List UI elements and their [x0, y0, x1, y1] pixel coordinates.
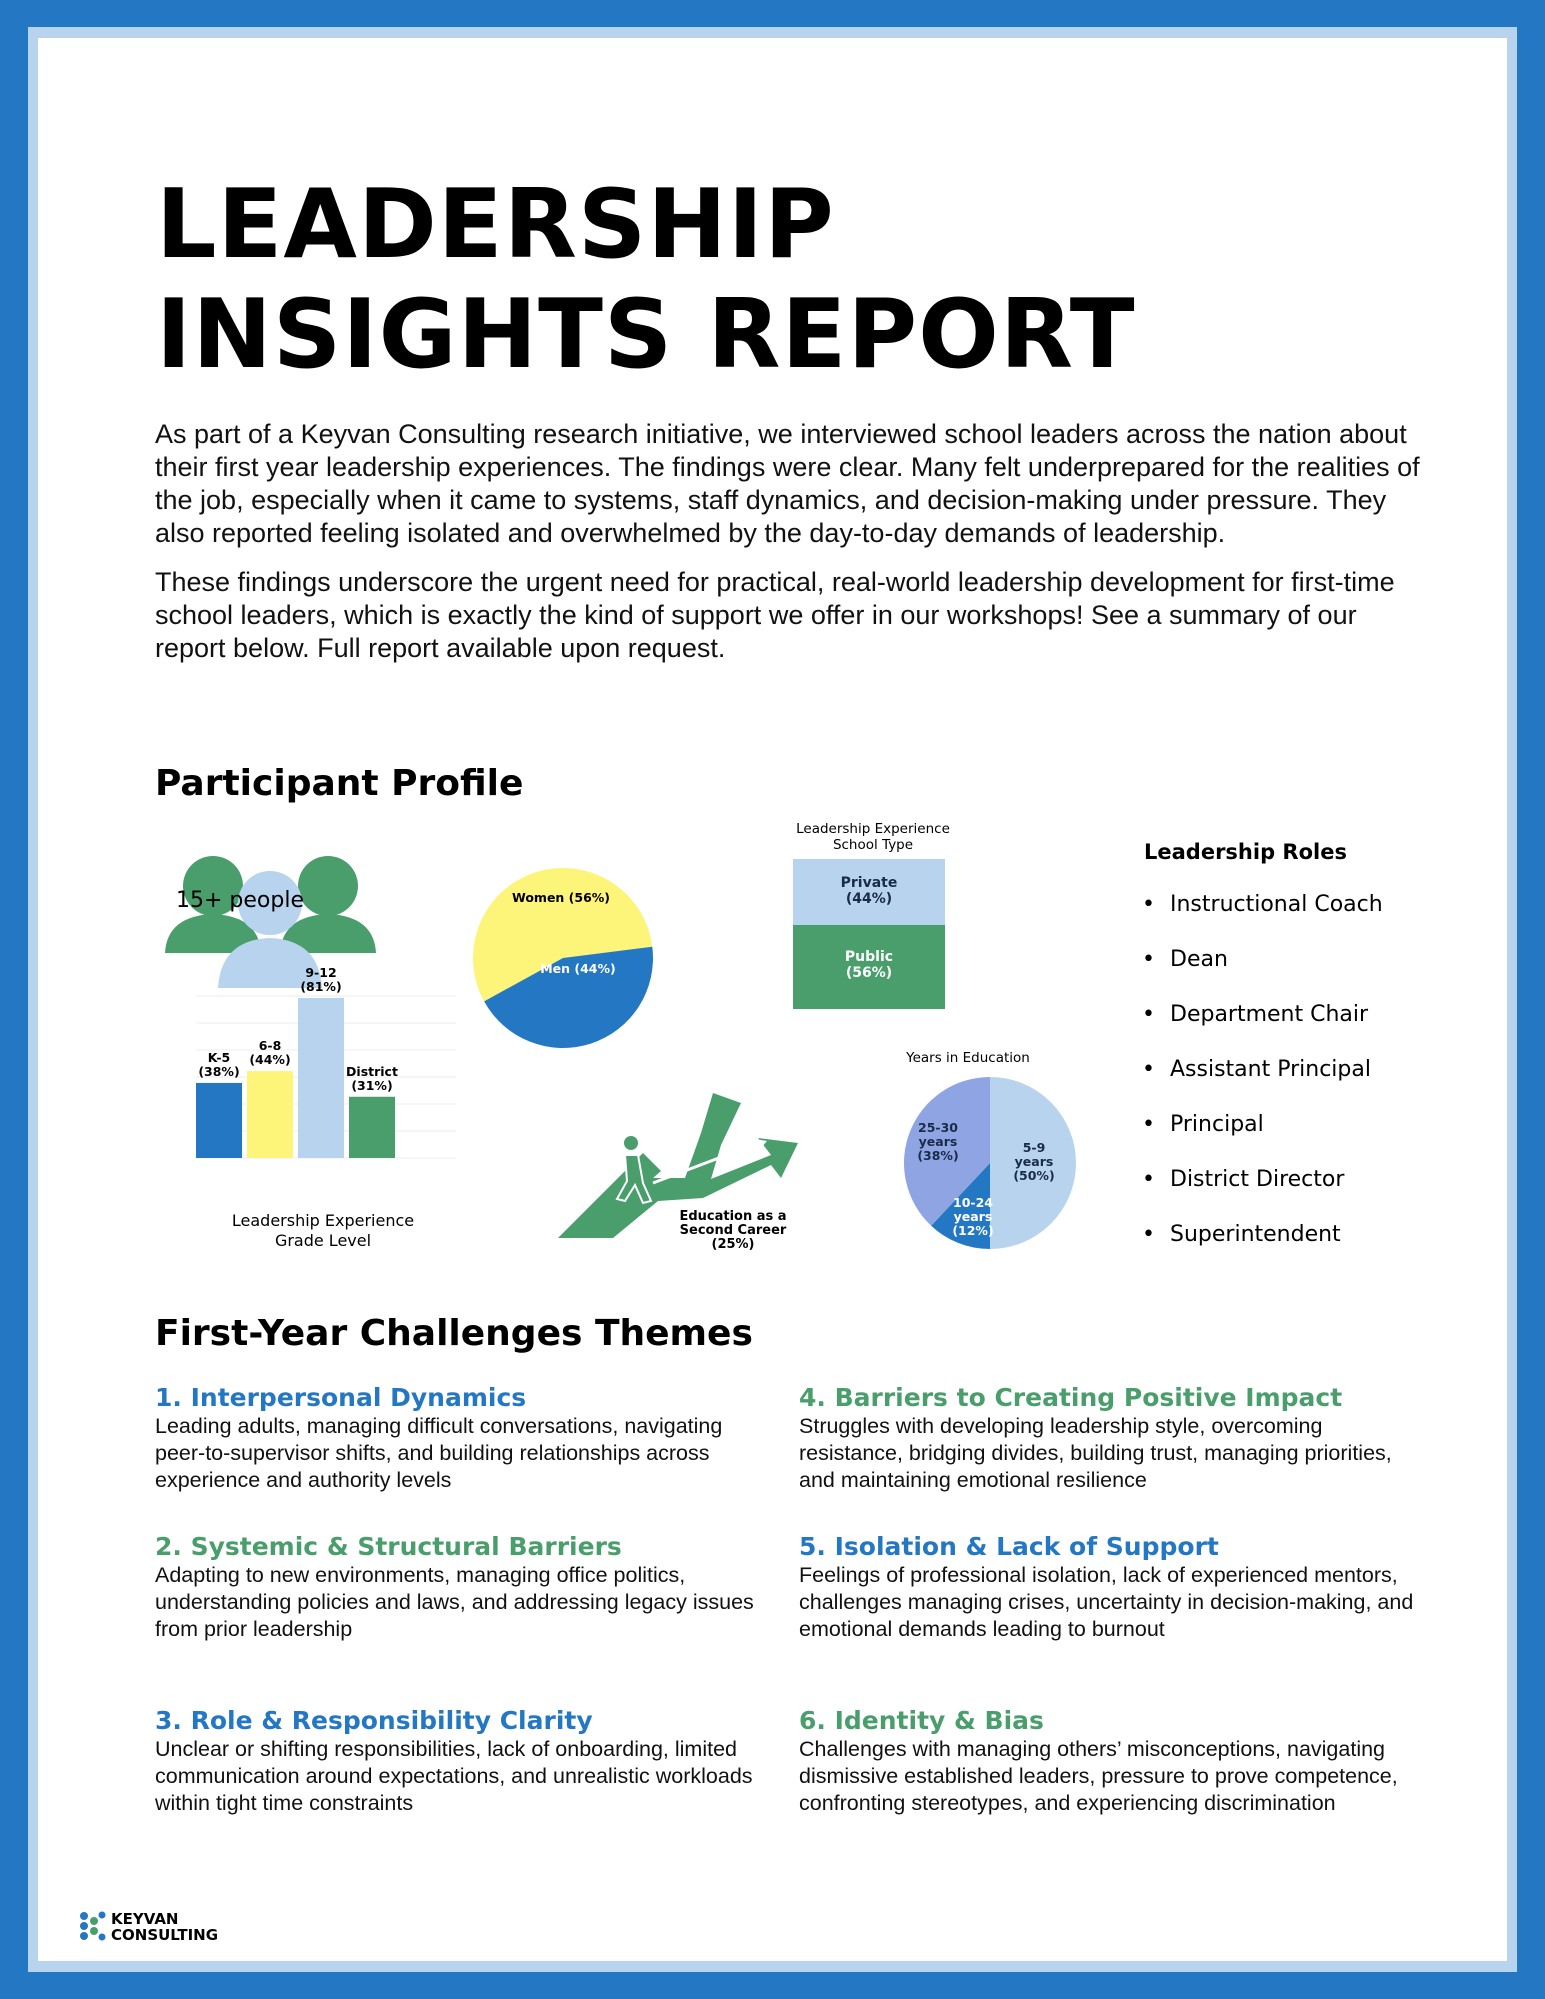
challenge-theme-3: [155, 1706, 775, 1817]
private-label: Private: [840, 875, 898, 891]
grade-level-caption-line-1: Leadership Experience: [231, 1211, 415, 1230]
title-line-2: INSIGHTS REPORT: [156, 280, 1136, 390]
school-type-title-line-2: School Type: [832, 837, 914, 853]
role-item: • Instructional Coach: [1142, 891, 1383, 946]
challenge-title: 6. Identity & Bias: [799, 1706, 1044, 1735]
keyvan-logo-icon: [78, 1910, 106, 1942]
challenge-text: Adapting to new environments, managing office politics, understanding policies and laws, and addressing legacy issues from prior leadership: [155, 1563, 754, 1641]
bar-label-category: K-5: [207, 1049, 231, 1065]
second-career-value: (25%): [711, 1237, 755, 1252]
bar-label: [341, 1065, 403, 1093]
years-5-9-l3: (50%): [1013, 1168, 1055, 1183]
role-item: • Assistant Principal: [1142, 1056, 1383, 1111]
participant-profile-heading: Participant Profile: [155, 763, 524, 804]
years-pie-title: Years in Education: [906, 1050, 1030, 1066]
intro-paragraph-1: As part of a Keyvan Consulting research initiative, we interviewed school leaders across the nation about their first year leadership experiences. The findings were clear. Many felt underprepared for the realities of the job, especially when it came to systems, staff dynamics, and decision-making under pressure. They also reported feeling isolated and overwhelmed by the day-to-day demands of leadership.: [155, 419, 1420, 548]
logo-line-2: CONSULTING: [111, 1926, 219, 1944]
grade-level-caption: [188, 1211, 458, 1251]
bar-label: [239, 1039, 301, 1067]
bar-label: [290, 966, 352, 994]
years-25-30-l2: years: [918, 1134, 958, 1149]
logo-line-1: KEYVAN: [111, 1910, 179, 1928]
years-10-24-l2: years: [953, 1209, 993, 1224]
years-5-9-l1: 5-9: [1022, 1140, 1046, 1155]
challenge-title: 3. Role & Responsibility Clarity: [155, 1706, 593, 1735]
leadership-roles-title: Leadership Roles: [1144, 840, 1347, 864]
years-25-30-l3: (38%): [917, 1148, 959, 1163]
bar-label-category: 9-12: [305, 965, 337, 980]
pie-label-men: Men (44%): [540, 961, 616, 976]
years-label-25-30: [908, 1121, 968, 1163]
challenge-title: 2. Systemic & Structural Barriers: [155, 1532, 622, 1561]
second-career-line-1: Education as a: [679, 1209, 787, 1224]
role-item: • District Director: [1142, 1166, 1383, 1221]
bar-label-category: 6-8: [258, 1038, 282, 1054]
role-item: • Department Chair: [1142, 1001, 1383, 1056]
challenge-title: 4. Barriers to Creating Positive Impact: [799, 1383, 1343, 1412]
challenge-theme-4: [799, 1383, 1419, 1494]
challenge-title: 1. Interpersonal Dynamics: [155, 1383, 527, 1412]
bar-label-value: (38%): [198, 1063, 240, 1079]
role-item: • Principal: [1142, 1111, 1383, 1166]
challenges-heading: First-Year Challenges Themes: [155, 1313, 753, 1354]
years-25-30-l1: 25-30: [918, 1120, 958, 1135]
bar-label-value: (31%): [351, 1077, 393, 1093]
challenge-text: Challenges with managing others’ misconceptions, navigating dismissive established leaders, pressure to prove competence, confronting stereotypes, and experiencing discrimination: [799, 1737, 1398, 1815]
challenge-theme-6: [799, 1706, 1419, 1817]
challenge-theme-2: [155, 1532, 775, 1643]
bar-label-category: District: [346, 1063, 398, 1079]
page-title: [156, 170, 1136, 390]
grade-level-bar-labels: [196, 963, 456, 1163]
title-line-1: LEADERSHIP: [156, 170, 835, 280]
school-type-title-line-1: Leadership Experience: [796, 821, 950, 837]
challenge-theme-5: [799, 1532, 1419, 1643]
challenge-text: Feelings of professional isolation, lack of experienced mentors, challenges managing crises, uncertainty in decision-making, and emotional demands leading to burnout: [799, 1563, 1414, 1641]
private-value: (44%): [845, 891, 893, 907]
role-item: • Dean: [1142, 946, 1383, 1001]
challenge-title: 5. Isolation & Lack of Support: [799, 1532, 1219, 1561]
leadership-roles-list: [1142, 891, 1383, 1276]
people-count: 15+ people: [176, 888, 304, 913]
challenge-text: Leading adults, managing difficult conversations, navigating peer-to-supervisor shifts, and building relationships across experience and authority levels: [155, 1414, 723, 1492]
second-career-line-2: Second Career: [679, 1223, 787, 1238]
years-label-10-24: [943, 1196, 1003, 1238]
challenge-text: Struggles with developing leadership style, overcoming resistance, bridging divides, building trust, managing priorities, and maintaining emotional resilience: [799, 1414, 1392, 1492]
second-career-label: [668, 1210, 798, 1252]
role-item: • Superintendent: [1142, 1221, 1383, 1276]
bar-label-value: (44%): [249, 1052, 291, 1068]
challenge-text: Unclear or shifting responsibilities, lack of onboarding, limited communication around expectations, and unrealistic workloads within tight time constraints: [155, 1737, 753, 1815]
keyvan-logo-text: [111, 1911, 218, 1943]
intro-paragraph-2: These findings underscore the urgent need for practical, real-world leadership development for first-time school leaders, which is exactly the kind of support we offer in our workshops! See a summary of our report below. Full report available upon request.: [155, 567, 1395, 663]
school-type-title: [773, 821, 973, 853]
intro-text: [155, 418, 1425, 681]
school-type-label-public: [793, 949, 945, 981]
years-5-9-l2: years: [1014, 1154, 1054, 1169]
pie-label-women: Women (56%): [511, 890, 611, 905]
public-value: (56%): [845, 965, 893, 981]
grade-level-caption-line-2: Grade Level: [274, 1231, 372, 1250]
page: [38, 38, 1507, 1961]
years-10-24-l1: 10-24: [953, 1195, 993, 1210]
school-type-label-private: [793, 875, 945, 907]
bar-label-value: (81%): [300, 979, 342, 994]
challenge-theme-1: [155, 1383, 775, 1494]
years-label-5-9: [1004, 1141, 1064, 1183]
years-10-24-l3: (12%): [952, 1223, 994, 1238]
public-label: Public: [844, 949, 894, 965]
